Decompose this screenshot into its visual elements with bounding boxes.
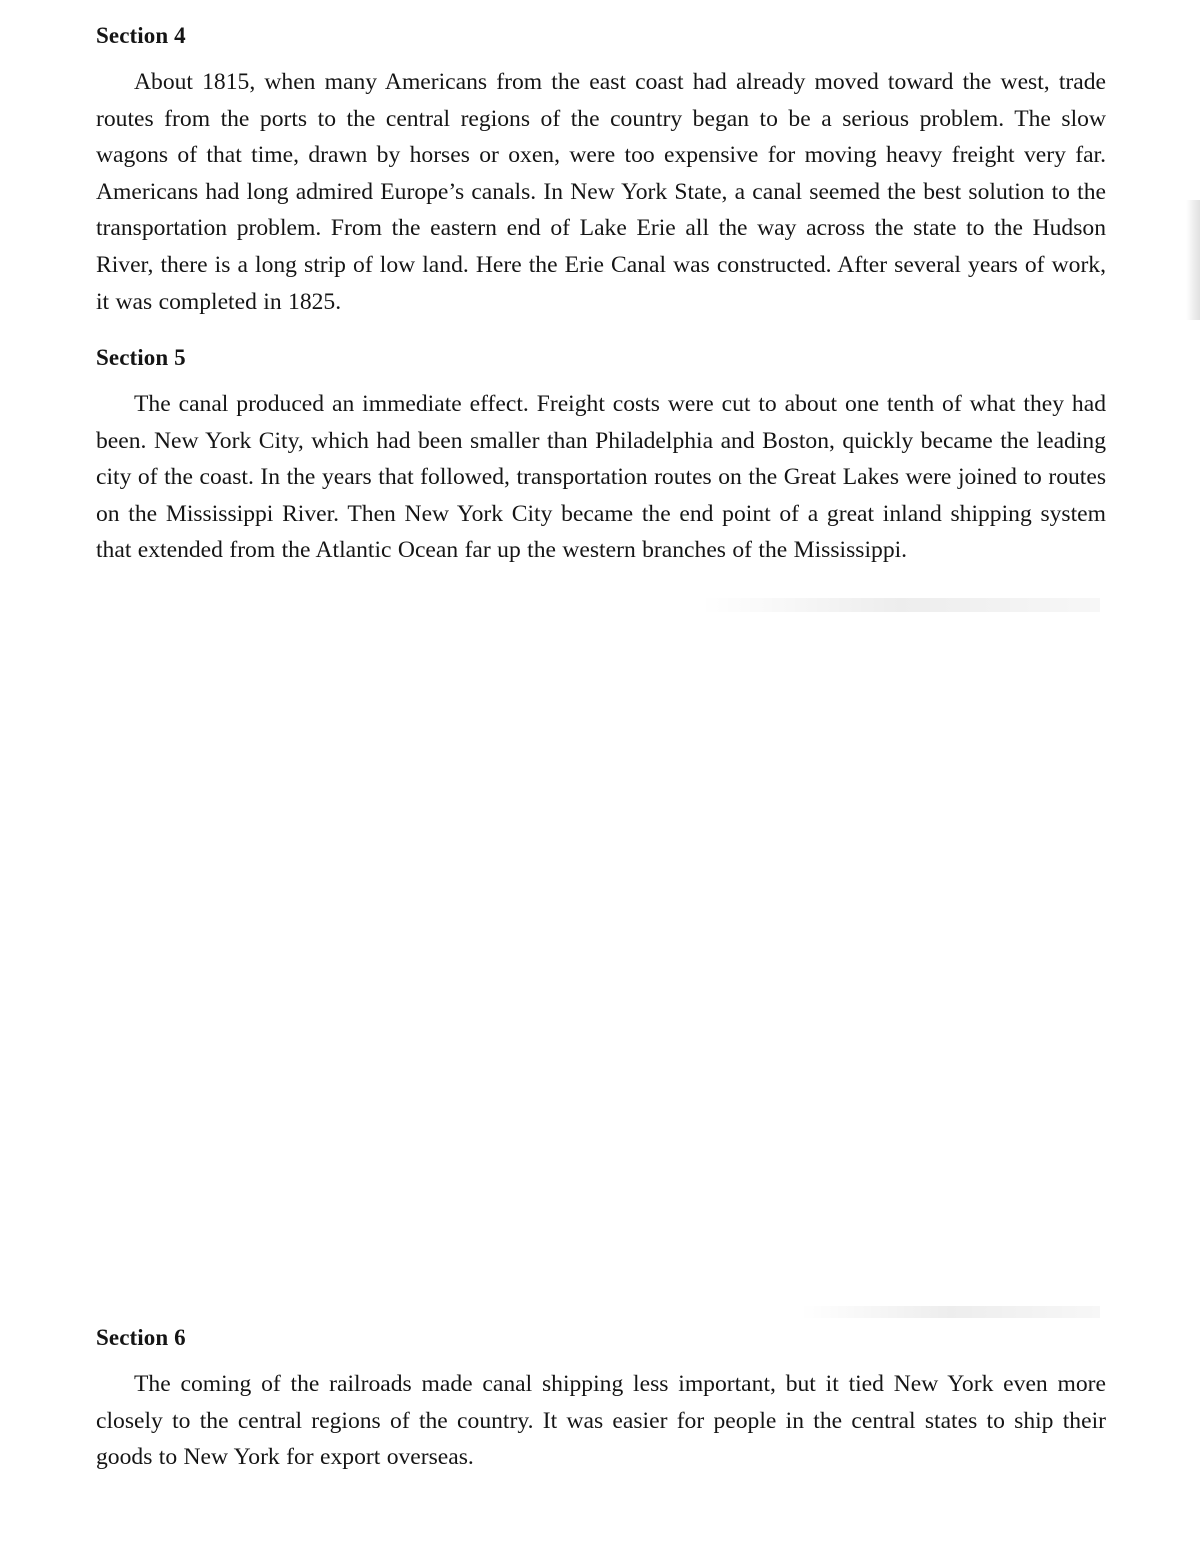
section-paragraph: About 1815, when many Americans from the east coast had already moved toward the west, trade routes from the ports to the central regions of the country began to be a serious problem. The slow wagons of that time, drawn by horses or oxen, were too expensive for moving heavy freight very far. Americans had long admired Europe’s canals. In New York State, a canal seemed the best solution to the transportation problem. From the eastern end of Lake Erie all the way across the state to the Hudson River, there is a long strip of low land. Here the Erie Canal was constructed. After several years of work, it was completed in 1825. <box>96 69 1106 315</box>
section-heading: Section 5 <box>96 345 186 370</box>
section-heading: Section 6 <box>96 1325 186 1350</box>
section-5 <box>96 344 1106 569</box>
section-6 <box>96 1324 1106 1476</box>
section-4 <box>96 22 1106 320</box>
page-edge-shadow <box>1186 200 1200 320</box>
section-heading: Section 4 <box>96 23 186 48</box>
bleed-through-bar <box>700 598 1100 612</box>
bleed-through-bar <box>800 1306 1100 1318</box>
section-paragraph: The canal produced an immediate effect. Freight costs were cut to about one tenth of what they had been. New York City, which had been smaller than Philadelphia and Boston, quickly became the leading city of the coast. In the years that followed, transportation routes on the Great Lakes were joined to routes on the Mississippi River. Then New York City became the end point of a great inland shipping system that extended from the Atlantic Ocean far up the western branches of the Mississippi. <box>96 391 1106 564</box>
section-paragraph: The coming of the railroads made canal shipping less important, but it tied New York even more closely to the central regions of the country. It was easier for people in the central states to ship their goods to New York for export overseas. <box>96 1371 1106 1471</box>
